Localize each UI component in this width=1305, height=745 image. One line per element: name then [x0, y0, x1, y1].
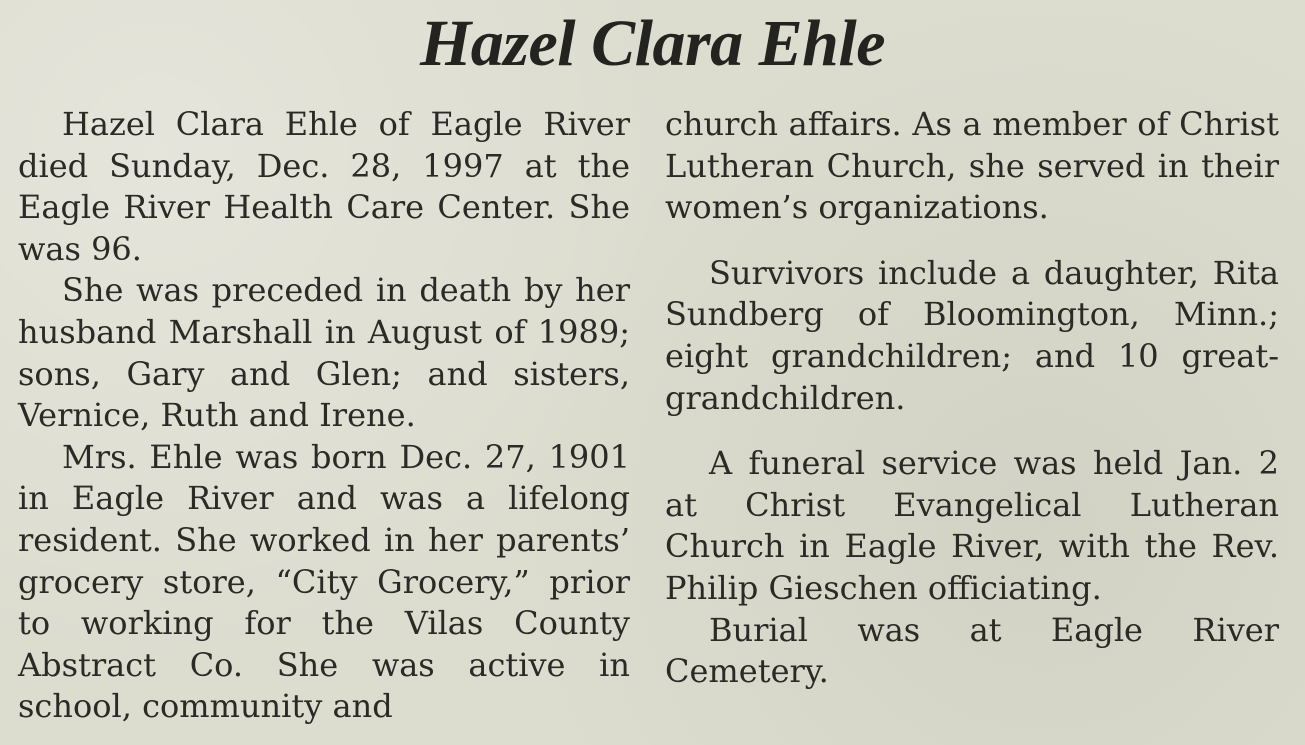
right-column [665, 104, 1279, 693]
paragraph-spacer [665, 419, 1279, 443]
paragraph-funeral-service: A funeral service was held Jan. 2 at Christ Evangelical Lutheran Church in Eagle River, with the Rev. Philip Gieschen officiating. [665, 444, 1279, 607]
paragraph-biography-continued: church affairs. As a member of Christ Lutheran Church, she served in their women’s organizations. [665, 105, 1279, 227]
obituary-headline: Hazel Clara Ehle [419, 7, 886, 80]
paragraph-biography: Mrs. Ehle was born Dec. 27, 1901 in Eagle River and was a lifelong resident. She worked in her parents’ grocery store, “City Grocery,” prior to working for the Vilas County Abstract Co. She was active in school, community and [18, 437, 630, 726]
paragraph-survivors: Survivors include a daughter, Rita Sundberg of Bloomington, Minn.; eight grandchildren; and 10 great-grandchildren. [665, 253, 1279, 417]
paragraph-spacer [665, 229, 1279, 253]
paragraph-preceded-in-death: She was preceded in death by her husband Marshall in August of 1989; sons, Gary and Glen; and sisters, Vernice, Ruth and Irene. [18, 271, 630, 435]
left-column [18, 104, 630, 728]
paragraph-burial: Burial was at Eagle River Cemetery. [665, 610, 1279, 691]
paragraph-death-notice: Hazel Clara Ehle of Eagle River died Sunday, Dec. 28, 1997 at the Eagle River Health Care Center. She was 96. [18, 105, 630, 268]
